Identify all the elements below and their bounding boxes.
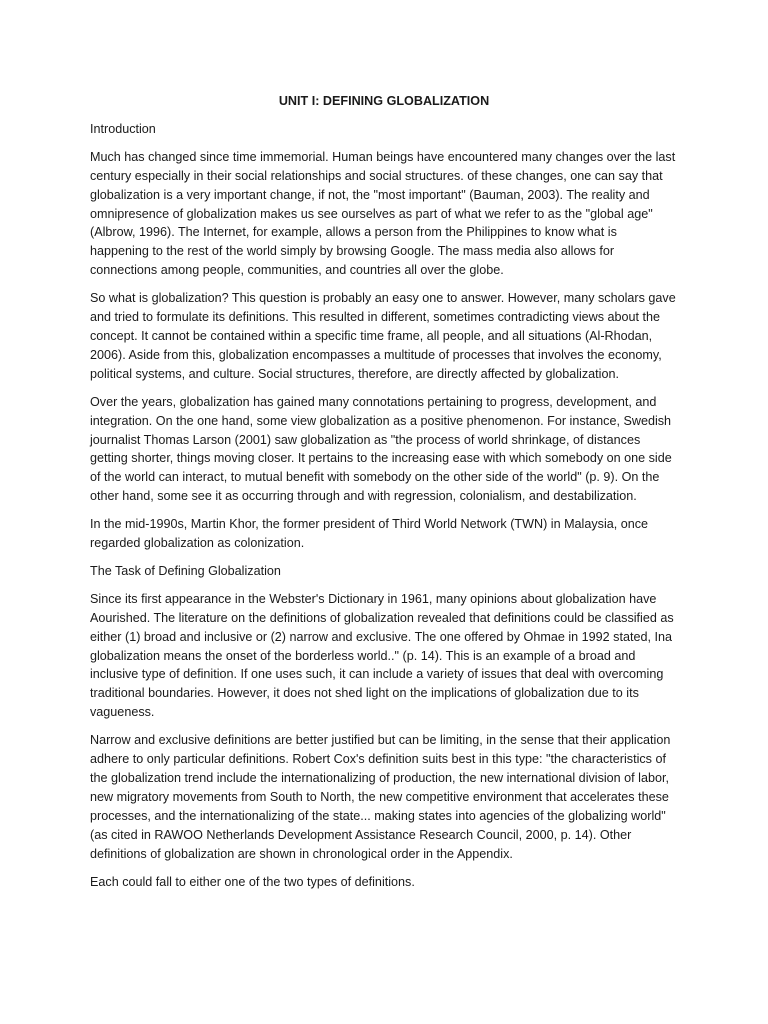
section-heading-introduction: Introduction: [90, 121, 156, 136]
paragraph-intro-3: Over the years, globalization has gained many connotations pertaining to progress, development, and integration. On the one hand, some view globalization as a positive phenomenon. For instance, Swedish journalist Thomas Larson (2001) saw globalization as "the process of world shrinkage, of distances getting shorter, things moving closer. It pertains to the increasing ease with which somebody on one side of the world can interact, to mutual benefit with somebody on the other side of the world" (p. 9). On the other hand, some see it as occurring through and with regression, colonialism, and destabilization.: [90, 394, 672, 504]
paragraph-intro-1: Much has changed since time immemorial. Human beings have encountered many changes over the last century especially in their social relationships and social structures. of these changes, one can say that globalization is a very important change, if not, the "most important" (Bauman, 2003). The reality and omnipresence of globalization makes us see ourselves as part of what we refer to as the "global age" (Albrow, 1996). The Internet, for example, allows a person from the Philippines to know what is happening to the rest of the world simply by browsing Google. The mass media also allows for connections among people, communities, and countries all over the globe.: [90, 149, 676, 278]
document-title: UNIT I: DEFINING GLOBALIZATION: [278, 94, 490, 108]
paragraph-intro-4: In the mid-1990s, Martin Khor, the former president of Third World Network (TWN) in Malaysia, once regarded globalization as colonization.: [90, 517, 649, 551]
paragraph-task-1: Since its first appearance in the Webster's Dictionary in 1961, many opinions about globalization have Aourished. The literature on the definitions of globalization revealed that definitions could be classified as either (1) broad and inclusive or (2) narrow and exclusive. The one offered by Ohmae in 1992 stated, Ina globalization means the onset of the borderless world.." (p. 14). This is an example of a broad and inclusive type of definition. If one uses such, it can include a variety of issues that deal with overcoming traditional boundaries. However, it does not shed light on the implications of globalization due to its vagueness.: [90, 591, 674, 720]
paragraph-task-3: Each could fall to either one of the two types of definitions.: [90, 874, 415, 889]
paragraph-intro-2: So what is globalization? This question is probably an easy one to answer. However, many scholars gave and tried to formulate its definitions. This resulted in different, sometimes contradicting views about the concept. It cannot be contained within a specific time frame, all people, and all situations (Al-Rhodan, 2006). Aside from this, globalization encompasses a multitude of processes that involves the economy, political systems, and culture. Social structures, therefore, are directly affected by globalization.: [90, 291, 676, 381]
section-heading-task: The Task of Defining Globalization: [90, 563, 281, 578]
document-page: [90, 92, 678, 900]
paragraph-task-2: Narrow and exclusive definitions are better justified but can be limiting, in the sense that their application adhere to only particular definitions. Robert Cox's definition suits best in this type: "the characteristics of the globalization trend include the internationalizing of production, the new international division of labor, new migratory movements from South to North, the new competitive environment that accelerates these processes, and the internationalizing of the state... making states into agencies of the globalizing world" (as cited in RAWOO Netherlands Development Assistance Research Council, 2000, p. 14). Other definitions of globalization are shown in chronological order in the Appendix.: [90, 733, 671, 861]
